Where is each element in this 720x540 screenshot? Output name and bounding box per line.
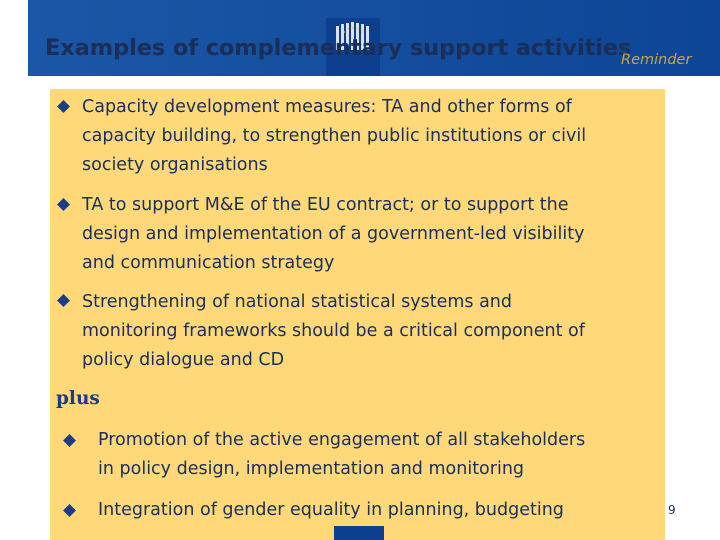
page-number: 9 <box>668 503 676 517</box>
diamond-bullet-icon <box>63 504 76 517</box>
logo-label: European <box>338 80 368 87</box>
bottom-logo-strip <box>334 526 384 540</box>
content-panel <box>50 89 665 540</box>
bullet-text-ta-support: TA to support M&E of the EU contract; or to support the design and implementation of a government-led visibility and communication strategy <box>82 195 585 273</box>
diamond-bullet-icon <box>63 434 76 447</box>
page-title: Examples of complementary support activities <box>45 35 632 61</box>
diamond-bullet-icon <box>57 294 70 307</box>
bullet-text-stakeholders: Promotion of the active engagement of all stakeholders in policy design, implementation and monitoring <box>98 430 586 479</box>
bullet-text-capacity-development: Capacity development measures: TA and other forms of capacity building, to strengthen public institutions or civil society organisations <box>82 97 587 175</box>
plus-label: plus <box>56 388 100 409</box>
header-banner <box>0 0 720 87</box>
diamond-bullet-icon <box>57 100 70 113</box>
reminder-label: Reminder <box>621 52 692 68</box>
bullet-text-statistical-systems: Strengthening of national statistical systems and monitoring frameworks should be a critical component of policy dialogue and CD <box>82 292 585 370</box>
bullet-text-gender-equality: Integration of gender equality in planning, budgeting <box>98 500 564 520</box>
diamond-bullet-icon <box>57 198 70 211</box>
